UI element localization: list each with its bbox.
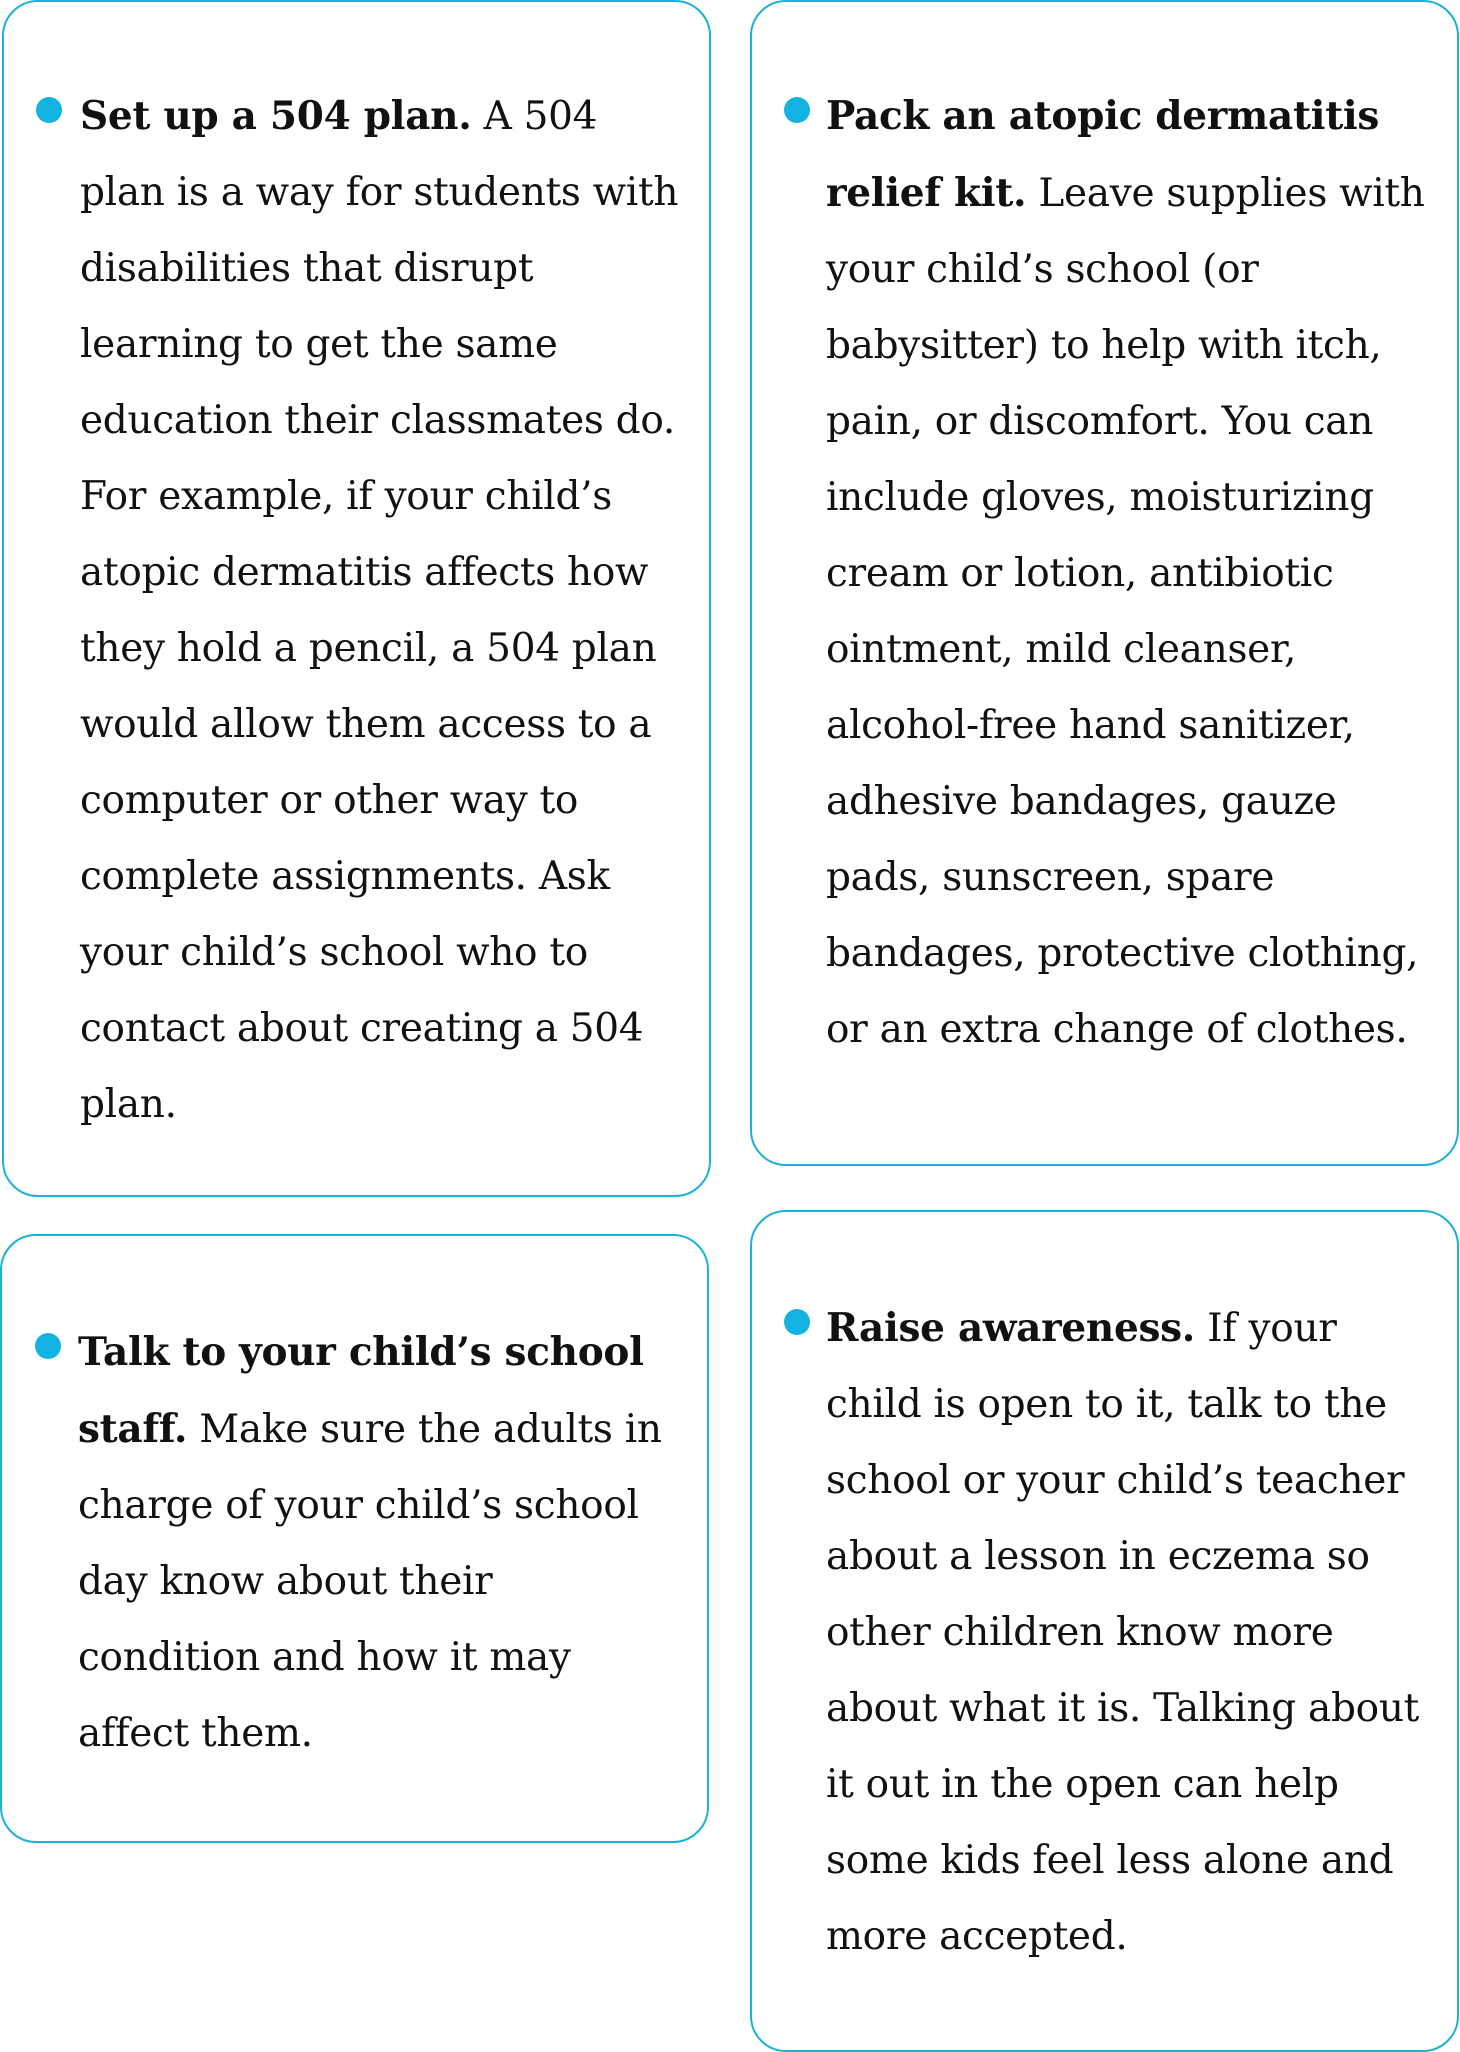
tip-body: Make sure the adults in charge of your child’s school day know about their condition and how it may affect them. <box>78 1407 662 1756</box>
tip-text <box>80 78 688 1143</box>
tip-title: Talk to your child’s school staff. <box>78 1329 644 1452</box>
tip-title: Pack an atopic dermatitis relief kit. <box>826 93 1380 216</box>
tip-card-raise-awareness <box>750 1210 1459 2052</box>
tip-body: If your child is open to it, talk to the school or your child’s teacher about a lesson in eczema so other children know more about what it is. Talking about it out in the open can help some kids feel less alone and more accepted. <box>826 1306 1420 1959</box>
tip-card-relief-kit <box>750 0 1459 1166</box>
tip-title: Set up a 504 plan. <box>80 93 472 139</box>
tip-text <box>826 78 1436 1068</box>
tip-text <box>78 1314 686 1772</box>
tip-card-school-staff <box>0 1234 709 1843</box>
tip-body: A 504 plan is a way for students with disabilities that disrupt learning to get the same education their classmates do. For example, if your child’s atopic dermatitis affects how they hold a pencil, a 504 plan would allow them access to a computer or other way to complete assignments. Ask your child’s school who to contact about creating a 504 plan. <box>80 94 679 1127</box>
bullet-dot <box>784 97 810 123</box>
tip-title: Raise awareness. <box>826 1305 1196 1351</box>
bullet-dot <box>36 97 62 123</box>
tip-card-504-plan <box>2 0 711 1197</box>
bullet-dot <box>35 1333 61 1359</box>
tip-text <box>826 1290 1436 1975</box>
tip-body: Leave supplies with your child’s school (or babysitter) to help with itch, pain, or discomfort. You can include gloves, moisturizing cream or lotion, antibiotic ointment, mild cleanser, alcohol-free hand sanitizer, adhesive bandages, gauze pads, sunscreen, spare bandages, protective clothing, or an extra change of clothes. <box>826 171 1425 1052</box>
bullet-dot <box>784 1309 810 1335</box>
